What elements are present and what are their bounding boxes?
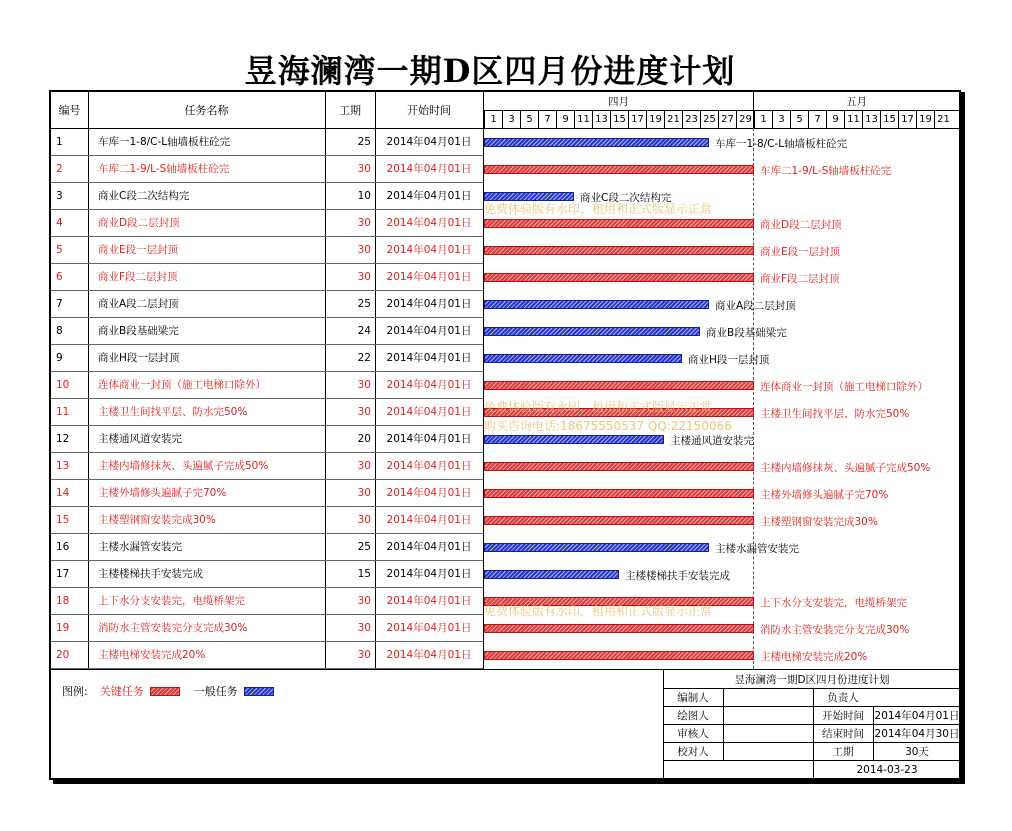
- day-tick-may: 9: [826, 110, 844, 128]
- task-name: 消防水主管安装完分支完成30%: [98, 622, 248, 634]
- task-duration: 25: [357, 136, 371, 148]
- legend-label: 图例:: [62, 685, 88, 698]
- task-bar-label: 主楼电梯安装完成20%: [760, 651, 868, 663]
- task-id: 8: [56, 325, 63, 337]
- day-tick-april: 13: [592, 110, 610, 128]
- task-name: 主楼外墙修头遍腻子完70%: [98, 487, 227, 499]
- normal-task-bar: [484, 327, 700, 336]
- task-name: 车库一1-8/C-L轴墙板柱砼完: [98, 136, 231, 148]
- task-bar-label: 上下水分支安装完，电缆桥架完: [760, 597, 907, 609]
- day-tick-april: 3: [502, 110, 520, 128]
- task-start: 2014年04月01日: [386, 568, 472, 580]
- task-duration: 30: [357, 244, 371, 256]
- task-name: 主楼水漏管安装完: [98, 541, 182, 553]
- task-start: 2014年04月01日: [386, 244, 472, 256]
- task-id: 3: [56, 190, 63, 202]
- task-name: 车库二1-9/L-S轴墙板柱砼完: [98, 163, 230, 175]
- task-bar-label: 连体商业一封顶（施工电梯口除外）: [760, 381, 928, 393]
- info-start-label: 开始时间: [822, 709, 864, 722]
- task-bar-label: 主楼塑钢窗安装完成30%: [760, 516, 878, 528]
- task-duration: 25: [357, 298, 371, 310]
- critical-task-bar: [484, 165, 754, 174]
- task-id: 9: [56, 352, 63, 364]
- critical-task-bar: [484, 516, 754, 525]
- info-date: 2014-03-23: [856, 764, 918, 776]
- task-duration: 30: [357, 379, 371, 391]
- info-responsible-label: 负责人: [827, 691, 859, 704]
- month-boundary-dash: [753, 128, 754, 669]
- task-id: 14: [56, 487, 70, 499]
- task-bar-label: 消防水主管安装完分支完成30%: [760, 624, 910, 636]
- day-tick-may: 13: [862, 110, 880, 128]
- legend-normal-label: 一般任务: [193, 685, 238, 698]
- header-no: 编号: [58, 104, 81, 117]
- task-name: 商业F段二层封顶: [98, 271, 178, 283]
- task-start: 2014年04月01日: [386, 217, 472, 229]
- task-duration: 30: [357, 514, 371, 526]
- day-tick-may: 5: [790, 110, 808, 128]
- normal-task-bar: [484, 192, 574, 201]
- info-duration-label: 工期: [832, 745, 854, 758]
- task-start: 2014年04月01日: [386, 163, 472, 175]
- column-divider: [88, 92, 89, 669]
- task-id: 12: [56, 433, 70, 445]
- normal-task-bar: [484, 354, 682, 363]
- task-bar-label: 主楼楼梯扶手安装完成: [625, 570, 730, 582]
- day-tick-may: 7: [808, 110, 826, 128]
- day-tick-may: 21: [934, 110, 952, 128]
- task-name: 主楼通风道安装完: [98, 433, 182, 445]
- normal-task-bar: [484, 570, 619, 579]
- watermark-3: 购买咨询电话:18675550537 QQ:22150066: [484, 419, 732, 433]
- task-start: 2014年04月01日: [386, 622, 472, 634]
- task-start: 2014年04月01日: [386, 406, 472, 418]
- day-tick-april: 9: [556, 110, 574, 128]
- info-reviewer-label: 审核人: [677, 727, 709, 740]
- task-id: 11: [56, 406, 70, 418]
- info-title: 昱海澜湾一期D区四月份进度计划: [734, 673, 890, 686]
- watermark-2: 免费体验版有水印，租用和正式版显示正常: [484, 400, 713, 414]
- page-title: 昱海澜湾一期D区四月份进度计划: [244, 52, 736, 90]
- task-name: 商业C段二次结构完: [98, 190, 190, 202]
- critical-task-bar: [484, 273, 754, 282]
- task-start: 2014年04月01日: [386, 325, 472, 337]
- critical-task-bar: [484, 597, 754, 606]
- task-id: 19: [56, 622, 70, 634]
- task-bar-label: 商业E段一层封顶: [760, 246, 841, 258]
- header-task-name: 任务名称: [184, 104, 229, 117]
- task-bar-label: 商业B段基础梁完: [706, 327, 787, 339]
- day-tick-april: 29: [736, 110, 754, 128]
- day-tick-april: 21: [664, 110, 682, 128]
- day-tick-april: 23: [682, 110, 700, 128]
- task-duration: 30: [357, 163, 371, 175]
- task-duration: 15: [357, 568, 371, 580]
- task-id: 17: [56, 568, 70, 580]
- task-id: 4: [56, 217, 63, 229]
- task-duration: 30: [357, 649, 371, 661]
- task-start: 2014年04月01日: [386, 460, 472, 472]
- task-bar-label: 主楼通风道安装完: [670, 435, 754, 447]
- task-start: 2014年04月01日: [386, 190, 472, 202]
- task-name: 主楼内墙修抹灰、头遍腻子完成50%: [98, 460, 269, 472]
- task-bar-label: 商业D段二层封顶: [760, 219, 842, 231]
- day-tick-may: 17: [898, 110, 916, 128]
- day-tick-april: 19: [646, 110, 664, 128]
- task-name: 主楼塑钢窗安装完成30%: [98, 514, 216, 526]
- task-bar-label: 车库一1-8/C-L轴墙板柱砼完: [715, 138, 848, 150]
- critical-task-bar: [484, 462, 754, 471]
- critical-task-bar: [484, 489, 754, 498]
- task-id: 16: [56, 541, 70, 553]
- frame-shadow-bottom: [53, 780, 965, 784]
- task-start: 2014年04月01日: [386, 514, 472, 526]
- task-start: 2014年04月01日: [386, 298, 472, 310]
- day-tick-may: 19: [916, 110, 934, 128]
- critical-task-bar: [484, 408, 754, 417]
- month-april: 四月: [608, 96, 629, 108]
- info-end-value: 2014年04月30日: [874, 727, 960, 740]
- critical-task-bar: [484, 381, 754, 390]
- task-start: 2014年04月01日: [386, 379, 472, 391]
- critical-task-bar: [484, 219, 754, 228]
- day-tick-april: 25: [700, 110, 718, 128]
- header-start: 开始时间: [407, 104, 451, 117]
- task-bar-label: 商业A段二层封顶: [715, 300, 796, 312]
- watermark-1: 免费体验版有水印，租用和正式版显示正常: [484, 202, 713, 216]
- task-start: 2014年04月01日: [386, 271, 472, 283]
- task-start: 2014年04月01日: [386, 352, 472, 364]
- task-name: 商业D段二层封顶: [98, 217, 180, 229]
- legend: [62, 683, 288, 699]
- task-id: 2: [56, 163, 63, 175]
- task-bar-label: 主楼水漏管安装完: [715, 543, 799, 555]
- task-duration: 10: [357, 190, 371, 202]
- info-compiler-label: 编制人: [677, 691, 709, 704]
- critical-task-bar: [484, 651, 754, 660]
- info-end-label: 结束时间: [822, 727, 864, 740]
- day-tick-may: 11: [844, 110, 862, 128]
- task-id: 1: [56, 136, 63, 148]
- task-name: 连体商业一封顶（施工电梯口除外）: [98, 379, 266, 391]
- task-id: 18: [56, 595, 70, 607]
- task-name: 商业E段一层封顶: [98, 244, 179, 256]
- task-start: 2014年04月01日: [386, 487, 472, 499]
- task-bar-label: 主楼卫生间找平层、防水完50%: [760, 408, 910, 420]
- day-tick-april: 27: [718, 110, 736, 128]
- legend-critical-swatch: [150, 687, 180, 696]
- watermark-4: 免费体验版有水印，租用和正式版显示正常: [484, 604, 713, 618]
- task-duration: 25: [357, 541, 371, 553]
- task-name: 主楼电梯安装完成20%: [98, 649, 206, 661]
- task-id: 6: [56, 271, 63, 283]
- task-id: 10: [56, 379, 70, 391]
- task-name: 商业H段一层封顶: [98, 352, 180, 364]
- day-tick-april: 11: [574, 110, 592, 128]
- legend-normal-swatch: [244, 687, 274, 696]
- day-tick-may: 3: [772, 110, 790, 128]
- day-tick-april: 1: [484, 110, 502, 128]
- task-name: 上下水分支安装完，电缆桥架完: [98, 595, 245, 607]
- info-start-value: 2014年04月01日: [874, 709, 960, 722]
- task-start: 2014年04月01日: [386, 433, 472, 445]
- critical-task-bar: [484, 624, 754, 633]
- legend-critical-label: 关键任务: [99, 685, 144, 698]
- day-tick-april: 5: [520, 110, 538, 128]
- info-checker-label: 校对人: [677, 745, 709, 758]
- info-table-line: [723, 688, 724, 760]
- task-id: 7: [56, 298, 63, 310]
- task-name: 商业B段基础梁完: [98, 325, 179, 337]
- task-bar-label: 主楼外墙修头遍腻子完70%: [760, 489, 889, 501]
- info-duration-value: 30天: [905, 745, 929, 758]
- day-tick-april: 15: [610, 110, 628, 128]
- task-start: 2014年04月01日: [386, 595, 472, 607]
- task-bar-label: 商业C段二次结构完: [580, 192, 672, 204]
- task-duration: 30: [357, 406, 371, 418]
- task-start: 2014年04月01日: [386, 136, 472, 148]
- task-duration: 30: [357, 487, 371, 499]
- task-bar-label: 主楼内墙修抹灰、头遍腻子完成50%: [760, 462, 931, 474]
- task-duration: 30: [357, 271, 371, 283]
- critical-task-bar: [484, 246, 754, 255]
- task-duration: 30: [357, 595, 371, 607]
- task-duration: 30: [357, 460, 371, 472]
- task-bar-label: 商业F段二层封顶: [760, 273, 840, 285]
- task-duration: 30: [357, 217, 371, 229]
- normal-task-bar: [484, 300, 709, 309]
- normal-task-bar: [484, 543, 709, 552]
- task-start: 2014年04月01日: [386, 649, 472, 661]
- day-tick-may: 1: [754, 110, 772, 128]
- task-duration: 22: [357, 352, 371, 364]
- day-tick-april: 7: [538, 110, 556, 128]
- month-may: 五月: [846, 96, 867, 108]
- task-name: 主楼楼梯扶手安装完成: [98, 568, 203, 580]
- task-duration: 30: [357, 622, 371, 634]
- task-duration: 20: [357, 433, 371, 445]
- task-id: 15: [56, 514, 70, 526]
- normal-task-bar: [484, 435, 664, 444]
- task-name: 主楼卫生间找平层、防水完50%: [98, 406, 248, 418]
- normal-task-bar: [484, 138, 709, 147]
- day-tick-april: 17: [628, 110, 646, 128]
- task-start: 2014年04月01日: [386, 541, 472, 553]
- task-id: 13: [56, 460, 70, 472]
- info-drawer-label: 绘图人: [677, 709, 709, 722]
- header-duration: 工期: [339, 104, 361, 117]
- task-id: 20: [56, 649, 70, 661]
- day-tick-may: 15: [880, 110, 898, 128]
- task-bar-label: 商业H段一层封顶: [688, 354, 770, 366]
- task-id: 5: [56, 244, 63, 256]
- task-duration: 24: [357, 325, 371, 337]
- month-row-line: [483, 110, 960, 111]
- task-name: 商业A段二层封顶: [98, 298, 179, 310]
- frame-shadow: [961, 92, 965, 782]
- task-bar-label: 车库二1-9/L-S轴墙板柱砼完: [760, 165, 892, 177]
